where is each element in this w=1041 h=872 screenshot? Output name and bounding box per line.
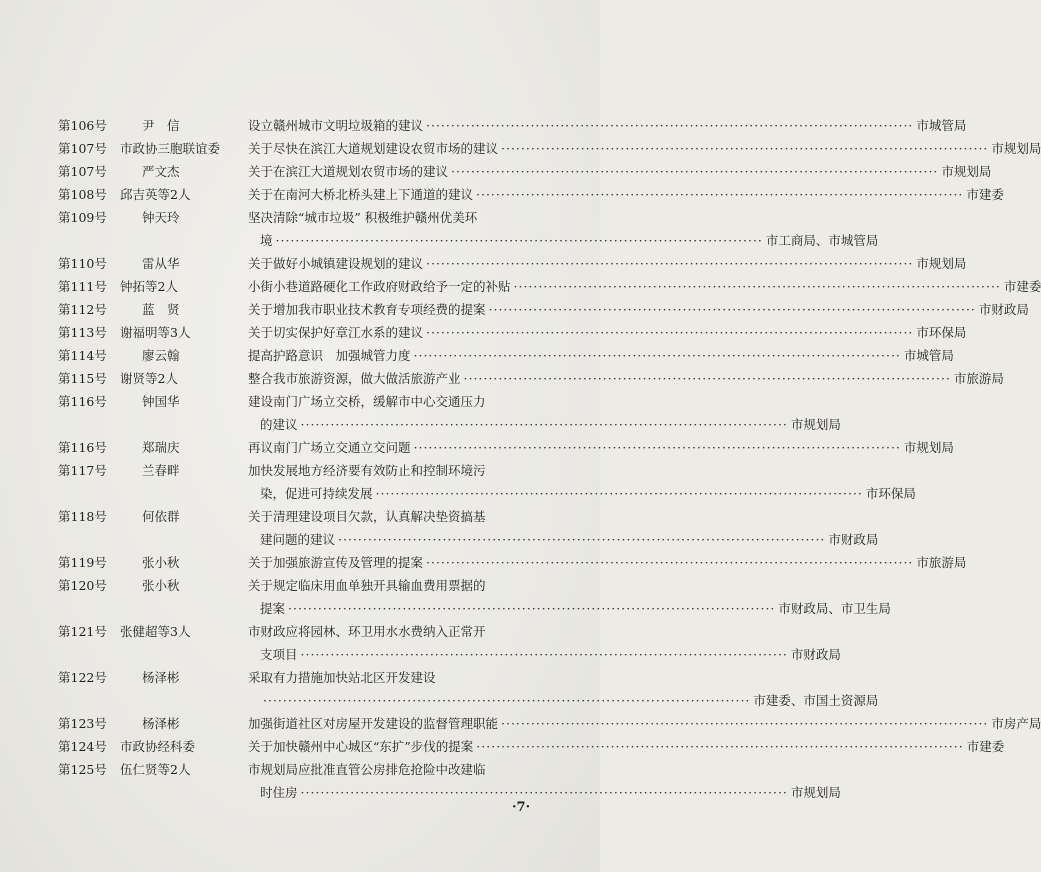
leader-dots (451, 160, 938, 183)
proposal-title-line: 关于在滨江大道规划农贸市场的建议 (248, 164, 449, 179)
proposer-name: 钟天玲 (142, 210, 180, 225)
proposal-title (248, 390, 841, 436)
list-item (58, 505, 879, 551)
proposer-name: 钟国华 (142, 394, 180, 409)
leader-dots (476, 183, 963, 206)
proposal-number: 第107号 (58, 141, 107, 156)
responsible-department: 市城管局 (916, 118, 967, 133)
list-item (58, 367, 1004, 390)
list-item (58, 620, 841, 666)
responsible-department: 市建委 (966, 739, 1005, 754)
proposal-number: 第114号 (58, 348, 107, 363)
proposal-number: 第124号 (58, 739, 107, 754)
proposal-title (248, 666, 878, 712)
proposer-name: 杨泽彬 (142, 716, 180, 731)
proposal-title-line: 关于尽快在滨江大道规划建设农贸市场的建议 (248, 141, 499, 156)
proposal-title (248, 160, 991, 183)
proposal-title (248, 712, 1041, 735)
leader-dots (426, 114, 913, 137)
proposal-title-line: 染，促进可持续发展 (260, 486, 373, 501)
proposal-title-line: 再议南门广场立交通立交问题 (248, 440, 411, 455)
leader-dots (301, 781, 788, 804)
proposal-number: 第120号 (58, 578, 107, 593)
leader-dots (414, 436, 901, 459)
proposal-title-line: 坚决清除“城市垃圾” 积极维护赣州优美环 (248, 210, 478, 225)
proposal-number: 第115号 (58, 371, 107, 386)
list-item (58, 298, 1029, 321)
proposal-title (248, 321, 966, 344)
proposer-name: 市政协三胞联谊委 (120, 141, 221, 156)
responsible-department: 市房产局 (991, 716, 1041, 731)
proposal-title-line: 提案 (260, 601, 286, 616)
list-item (58, 137, 1041, 160)
proposal-title-line: 建设南门广场立交桥，缓解市中心交通压力 (248, 394, 486, 409)
proposal-title (248, 183, 1004, 206)
list-item (58, 712, 1041, 735)
proposal-number: 第123号 (58, 716, 107, 731)
proposal-title-line: 关于切实保护好章江水系的建议 (248, 325, 424, 340)
proposal-title-line: 支项目 (260, 647, 298, 662)
responsible-department: 市规划局 (991, 141, 1041, 156)
responsible-department: 市规划局 (790, 785, 841, 800)
proposal-title (248, 459, 916, 505)
proposal-number: 第122号 (58, 670, 107, 685)
proposal-number: 第107号 (58, 164, 107, 179)
proposer-name: 伍仁贤等2人 (120, 762, 191, 777)
proposal-title (248, 436, 954, 459)
responsible-department: 市财政局 (828, 532, 879, 547)
list-item (58, 183, 1004, 206)
list-item (58, 551, 967, 574)
proposal-number: 第116号 (58, 394, 107, 409)
proposal-number: 第116号 (58, 440, 107, 455)
proposal-title (248, 298, 1029, 321)
responsible-department: 市建委 (966, 187, 1004, 202)
proposal-title-line: 关于规定临床用血单独开具输血费用票据的 (248, 578, 486, 593)
proposal-title-line: 小街小巷道路硬化工作政府财政给予一定的补贴 (248, 279, 511, 294)
list-item (58, 758, 841, 804)
proposal-title-line: 提高护路意识 加强城管力度 (248, 348, 411, 363)
proposer-name: 张小秋 (142, 578, 180, 593)
proposal-title (248, 551, 966, 574)
proposal-number: 第119号 (58, 555, 107, 570)
proposal-title-line: 关于加快赣州中心城区“东扩”步伐的提案 (248, 739, 474, 754)
list-item (58, 735, 1005, 758)
proposal-title (248, 574, 891, 620)
proposal-title-line: 设立赣州城市文明垃圾箱的建议 (248, 118, 424, 133)
proposer-name: 尹 信 (142, 118, 180, 133)
proposer-name: 蓝 贤 (142, 302, 180, 317)
responsible-department: 市规划局 (903, 440, 954, 455)
list-item (58, 390, 841, 436)
responsible-department: 市财政局、市卫生局 (778, 601, 891, 616)
responsible-department: 市规划局 (916, 256, 967, 271)
list-item (58, 436, 954, 459)
proposal-title (248, 735, 1004, 758)
list-item (58, 459, 916, 505)
responsible-department: 市城管局 (903, 348, 954, 363)
proposal-title-line: 关于在南河大桥北桥头建上下通道的建议 (248, 187, 474, 202)
leader-dots (338, 528, 825, 551)
proposal-title (248, 206, 878, 252)
responsible-department: 市旅游局 (916, 555, 967, 570)
proposal-title (248, 505, 878, 551)
list-item (58, 114, 967, 137)
responsible-department: 市建委 (1003, 279, 1041, 294)
proposal-title (248, 114, 966, 137)
proposal-title-line: 整合我市旅游资源，做大做活旅游产业 (248, 371, 461, 386)
responsible-department: 市工商局、市城管局 (765, 233, 879, 248)
responsible-department: 市环保局 (916, 325, 967, 340)
proposer-name: 钟拓等2人 (120, 279, 178, 294)
proposer-name: 张健超等3人 (120, 624, 191, 639)
leader-dots (276, 229, 763, 252)
responsible-department: 市规划局 (941, 164, 992, 179)
proposal-title (248, 275, 1041, 298)
proposer-name: 郑瑞庆 (142, 440, 180, 455)
leader-dots (514, 275, 1001, 298)
proposer-name: 何依群 (142, 509, 180, 524)
leader-dots (426, 321, 913, 344)
proposal-number: 第118号 (58, 509, 107, 524)
proposer-name: 兰春畔 (142, 463, 180, 478)
list-item (58, 252, 967, 275)
proposal-list (58, 114, 1041, 804)
proposal-title-line: 的建议 (260, 417, 298, 432)
proposal-title (248, 344, 954, 367)
leader-dots (414, 344, 901, 367)
proposer-name: 谢贤等2人 (120, 371, 178, 386)
proposal-number: 第110号 (58, 256, 107, 271)
proposer-name: 杨泽彬 (142, 670, 180, 685)
proposal-title (248, 252, 966, 275)
proposal-number: 第113号 (58, 325, 107, 340)
leader-dots (476, 735, 963, 758)
proposer-name: 市政协经科委 (120, 739, 196, 754)
responsible-department: 市规划局 (790, 417, 841, 432)
proposal-number: 第112号 (58, 302, 107, 317)
list-item (58, 574, 891, 620)
proposal-title (248, 620, 841, 666)
proposal-number: 第121号 (58, 624, 107, 639)
proposer-name: 谢福明等3人 (120, 325, 191, 340)
proposer-name: 廖云翰 (142, 348, 180, 363)
proposal-number: 第106号 (58, 118, 107, 133)
proposal-title-line: 加强街道社区对房屋开发建设的监督管理职能 (248, 716, 499, 731)
leader-dots (376, 482, 863, 505)
leader-dots (301, 413, 788, 436)
proposal-title-line: 市规划局应批准直管公房排危抢险中改建临 (248, 762, 486, 777)
responsible-department: 市建委、市国土资源局 (753, 693, 879, 708)
proposer-name: 张小秋 (142, 555, 180, 570)
leader-dots (263, 689, 750, 712)
responsible-department: 市旅游局 (953, 371, 1004, 386)
leader-dots (288, 597, 775, 620)
leader-dots (489, 298, 976, 321)
leader-dots (426, 551, 913, 574)
leader-dots (501, 137, 988, 160)
proposal-title-line: 市财政应将园林、环卫用水水费纳入正常开 (248, 624, 486, 639)
proposer-name: 邱吉英等2人 (120, 187, 191, 202)
proposer-name: 雷从华 (142, 256, 180, 271)
proposal-title-line: 加快发展地方经济要有效防止和控制环境污 (248, 463, 486, 478)
proposal-title-line: 境 (260, 233, 273, 248)
proposal-title (248, 137, 1041, 160)
proposal-title-line: 关于清理建设项目欠款，认真解决垫资搞基 (248, 509, 486, 524)
proposal-number: 第125号 (58, 762, 107, 777)
proposal-number: 第108号 (58, 187, 107, 202)
proposal-title (248, 367, 1004, 390)
proposer-name: 严文杰 (142, 164, 180, 179)
proposal-title-line: 关于加强旅游宣传及管理的提案 (248, 555, 424, 570)
list-item (58, 321, 967, 344)
proposal-title-line: 采取有力措施加快站北区开发建设 (248, 670, 436, 685)
leader-dots (501, 712, 988, 735)
leader-dots (464, 367, 951, 390)
proposal-number: 第109号 (58, 210, 107, 225)
proposal-title-line: 关于做好小城镇建设规划的建议 (248, 256, 424, 271)
responsible-department: 市环保局 (865, 486, 916, 501)
responsible-department: 市财政局 (978, 302, 1029, 317)
proposal-title-line: 建问题的建议 (260, 532, 336, 547)
list-item (58, 275, 1041, 298)
proposal-number: 第117号 (58, 463, 107, 478)
leader-dots (301, 643, 788, 666)
list-item (58, 344, 954, 367)
proposal-title-line: 关于增加我市职业技术教育专项经费的提案 (248, 302, 486, 317)
list-item (58, 666, 879, 712)
proposal-number: 第111号 (58, 279, 107, 294)
list-item (58, 160, 992, 183)
responsible-department: 市财政局 (790, 647, 841, 662)
proposal-title (248, 758, 841, 804)
list-item (58, 206, 879, 252)
page-number: ·7· (512, 800, 531, 815)
proposal-title-line: 时住房 (260, 785, 298, 800)
leader-dots (426, 252, 913, 275)
